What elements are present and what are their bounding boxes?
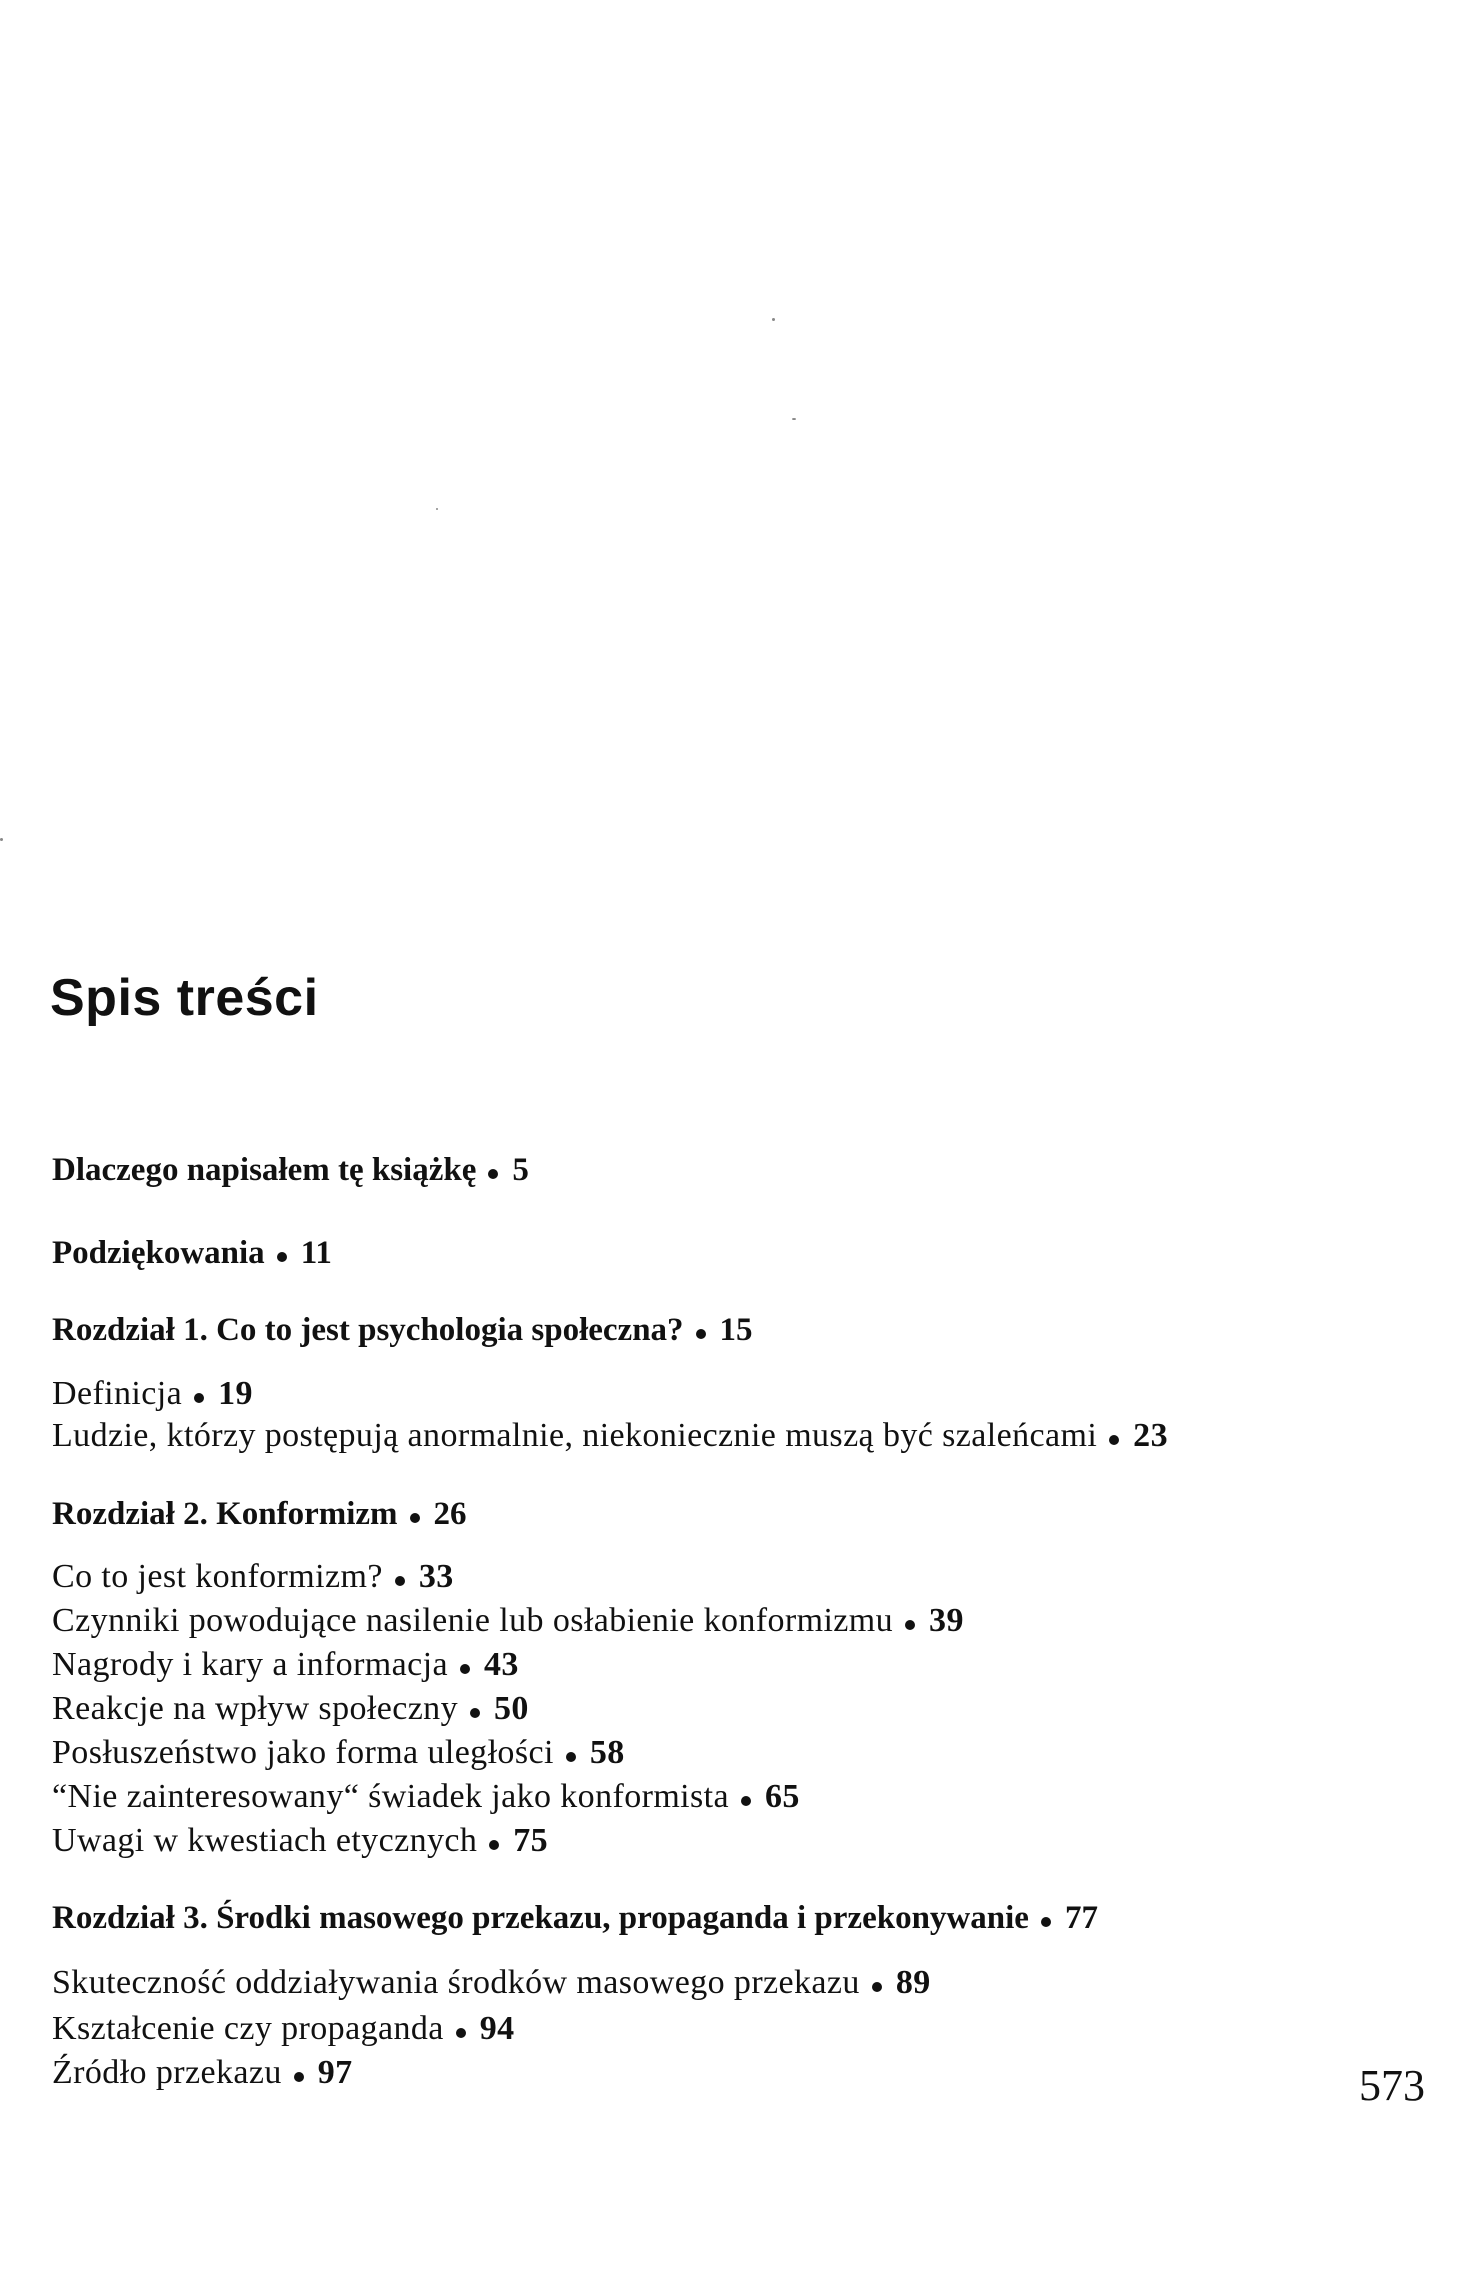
toc-entry [52, 2010, 515, 2048]
toc-entry [52, 1646, 519, 1684]
toc-entry-page: 94 [479, 2010, 515, 2047]
bullet-icon [1109, 1435, 1119, 1445]
toc-entry-title: “Nie zainteresowany“ świadek jako konformista [52, 1778, 729, 1815]
bullet-icon [489, 1840, 499, 1850]
scan-speck [772, 318, 775, 321]
bullet-icon [566, 1752, 576, 1762]
toc-entry [52, 1417, 1168, 1455]
toc-entry-title: Nagrody i kary a informacja [52, 1646, 448, 1683]
bullet-icon [488, 1169, 498, 1179]
toc-entry-title: Rozdział 2. Konformizm [52, 1496, 398, 1532]
toc-entry [52, 1602, 964, 1640]
bullet-icon [470, 1708, 480, 1718]
toc-entry [52, 1778, 800, 1816]
bullet-icon [395, 1576, 405, 1586]
toc-entry-page: 39 [929, 1602, 964, 1639]
toc-entry-page: 33 [418, 1558, 454, 1595]
toc-entry-title: Uwagi w kwestiach etycznych [52, 1822, 478, 1859]
toc-entry [52, 2054, 353, 2092]
toc-entry-title: Kształcenie czy propaganda [52, 2010, 444, 2047]
toc-entry-page: 26 [433, 1496, 467, 1532]
toc-entry-title: Co to jest konformizm? [52, 1558, 383, 1595]
toc-entry-page: 97 [317, 2054, 353, 2091]
toc-entry [52, 1152, 529, 1189]
toc-entry-title: Reakcje na wpływ społeczny [52, 1690, 458, 1727]
toc-entry-page: 43 [483, 1646, 519, 1683]
scan-speck [0, 838, 3, 841]
toc-entry-page: 75 [513, 1822, 549, 1859]
toc-entry-page: 11 [300, 1235, 332, 1271]
toc-entry [52, 1235, 332, 1272]
bullet-icon [905, 1620, 915, 1630]
toc-chapter-heading [52, 1312, 753, 1349]
toc-entry-title: Rozdział 1. Co to jest psychologia społeczna? [52, 1312, 684, 1348]
toc-entry [52, 1822, 548, 1860]
toc-entry-title: Ludzie, którzy postępują anormalnie, niekoniecznie muszą być szaleńcami [52, 1417, 1098, 1454]
toc-entry-page: 5 [512, 1152, 529, 1188]
toc-entry [52, 1964, 931, 2002]
bullet-icon [456, 2028, 466, 2038]
toc-entry-page: 77 [1064, 1900, 1098, 1936]
scan-speck [792, 418, 796, 420]
page-title: Spis treści [50, 969, 319, 1027]
toc-entry [52, 1734, 625, 1772]
toc-entry-title: Dlaczego napisałem tę książkę [52, 1152, 477, 1188]
bullet-icon [741, 1796, 751, 1806]
bullet-icon [294, 2072, 304, 2082]
toc-entry-page: 65 [764, 1778, 800, 1815]
toc-entry-page: 23 [1133, 1417, 1168, 1454]
toc-chapter-heading [52, 1496, 467, 1533]
bullet-icon [1041, 1917, 1051, 1927]
toc-entry-title: Posłuszeństwo jako forma uległości [52, 1734, 554, 1771]
bullet-icon [696, 1329, 706, 1339]
bullet-icon [410, 1513, 420, 1523]
bullet-icon [277, 1252, 287, 1262]
toc-entry [52, 1690, 529, 1728]
toc-entry-title: Czynniki powodujące nasilenie lub osłabienie konformizmu [52, 1602, 894, 1639]
scan-speck [436, 508, 438, 510]
toc-entry-title: Rozdział 3. Środki masowego przekazu, propaganda i przekonywanie [52, 1900, 1029, 1936]
toc-entry-page: 58 [589, 1734, 625, 1771]
toc-entry-title: Skuteczność oddziaływania środków masowego przekazu [52, 1964, 860, 2001]
toc-entry [52, 1558, 454, 1596]
toc-entry-page: 15 [719, 1312, 753, 1348]
toc-entry-title: Podziękowania [52, 1235, 265, 1271]
bullet-icon [194, 1393, 204, 1403]
toc-entry-title: Źródło przekazu [52, 2054, 282, 2091]
toc-entry-title: Definicja [52, 1375, 183, 1412]
bullet-icon [460, 1664, 470, 1674]
toc-entry [52, 1375, 253, 1413]
toc-entry-page: 89 [895, 1964, 931, 2001]
toc-chapter-heading [52, 1900, 1098, 1937]
page-number: 573 [1359, 2061, 1425, 2110]
toc-entry-page: 50 [493, 1690, 529, 1727]
bullet-icon [872, 1982, 882, 1992]
toc-entry-page: 19 [218, 1375, 253, 1412]
